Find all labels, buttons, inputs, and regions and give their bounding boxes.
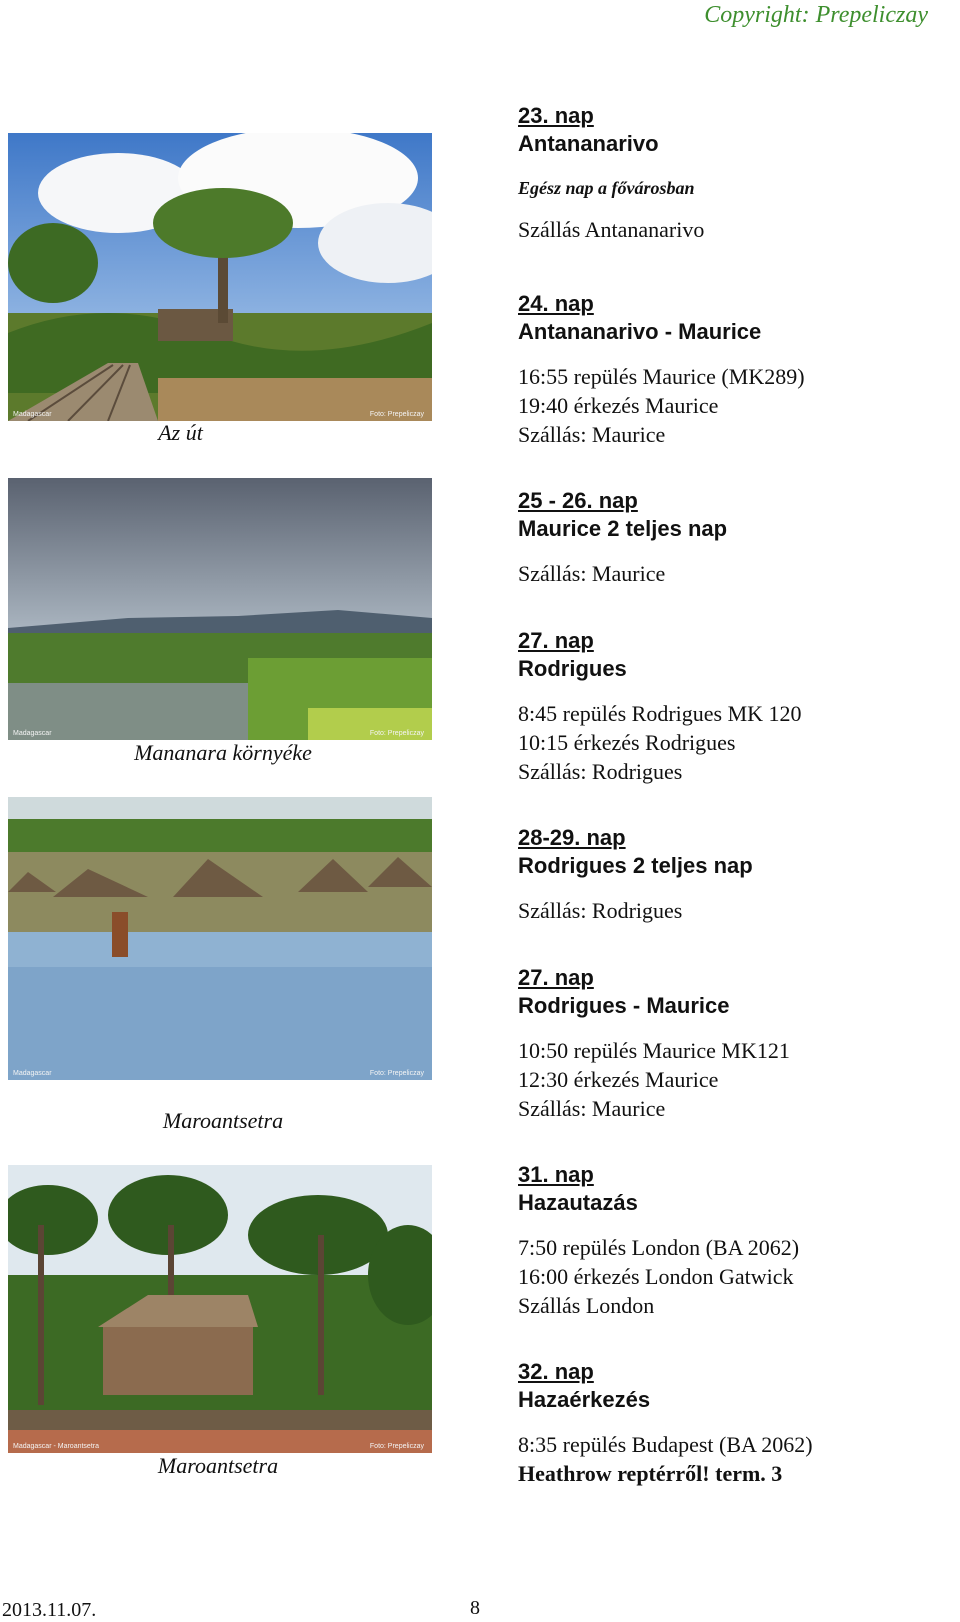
day-32 [518, 1358, 938, 1488]
day-line: Szállás: Rodrigues [518, 759, 683, 784]
day-title: Antananarivo - Maurice [518, 319, 762, 344]
photo-village-water [8, 797, 432, 1080]
photo-caption: Mananara környéke [134, 740, 312, 765]
photo-credit: Foto: Prepeliczay [369, 1443, 424, 1450]
photo-tag: Madagascar [13, 411, 52, 418]
day-line: 16:00 érkezés London Gatwick [518, 1264, 794, 1289]
day-line: 7:50 repülés London (BA 2062) [518, 1235, 800, 1260]
photo-caption: Maroantsetra [162, 1108, 284, 1133]
day-27 [518, 627, 938, 786]
day-number: 23. nap [518, 103, 594, 128]
day-line: 12:30 érkezés Maurice [518, 1067, 719, 1092]
photo-tag: Madagascar [13, 1070, 52, 1077]
day-line: Szállás: Rodrigues [518, 898, 683, 923]
day-title: Hazautazás [518, 1190, 638, 1215]
day-line: Heathrow reptérről! term. 3 [518, 1461, 783, 1486]
day-title: Rodrigues 2 teljes nap [518, 853, 753, 878]
day-line: 16:55 repülés Maurice (MK289) [518, 364, 805, 389]
day-line: Szállás: Maurice [518, 1096, 666, 1121]
day-23 [518, 102, 938, 244]
day-title: Rodrigues - Maurice [518, 993, 730, 1018]
day-line: 10:50 repülés Maurice MK121 [518, 1038, 790, 1063]
page-number: 8 [470, 1597, 480, 1619]
day-line: 8:45 repülés Rodrigues MK 120 [518, 701, 802, 726]
day-note: Egész nap a fővárosban [518, 178, 695, 198]
day-number: 27. nap [518, 628, 594, 653]
day-line: Szállás: Maurice [518, 422, 666, 447]
day-number: 32. nap [518, 1359, 594, 1384]
copyright-text: Copyright: Prepeliczay [704, 2, 928, 28]
day-title: Rodrigues [518, 656, 627, 681]
photo-credit: Foto: Prepeliczay [369, 730, 424, 737]
day-line: Szállás Antananarivo [518, 217, 705, 242]
day-number: 28-29. nap [518, 825, 626, 850]
day-27-return [518, 964, 938, 1123]
day-24 [518, 290, 938, 449]
footer-date: 2013.11.07. [2, 1599, 97, 1621]
photo-road [8, 133, 432, 421]
day-line: Szállás: Maurice [518, 561, 666, 586]
photo-palm-village [8, 1165, 432, 1453]
day-title: Antananarivo [518, 131, 659, 156]
day-25-26 [518, 487, 938, 588]
day-number: 31. nap [518, 1162, 594, 1187]
day-line: 8:35 repülés Budapest (BA 2062) [518, 1432, 813, 1457]
photo-caption: Az út [158, 420, 203, 445]
photo-credit: Foto: Prepeliczay [369, 1070, 424, 1077]
photo-credit: Foto: Prepeliczay [369, 411, 424, 418]
photo-caption: Maroantsetra [157, 1453, 279, 1478]
day-line: 10:15 érkezés Rodrigues [518, 730, 736, 755]
day-number: 25 - 26. nap [518, 488, 638, 513]
photo-tag: Madagascar - Maroantsetra [13, 1443, 99, 1450]
day-title: Hazaérkezés [518, 1387, 651, 1412]
day-title: Maurice 2 teljes nap [518, 516, 728, 541]
photo-lake [8, 478, 432, 740]
day-line: Szállás London [518, 1293, 655, 1318]
photo-tag: Madagascar [13, 730, 52, 737]
day-line: 19:40 érkezés Maurice [518, 393, 719, 418]
day-31 [518, 1161, 938, 1320]
day-number: 27. nap [518, 965, 594, 990]
day-number: 24. nap [518, 291, 594, 316]
day-28-29 [518, 824, 938, 925]
